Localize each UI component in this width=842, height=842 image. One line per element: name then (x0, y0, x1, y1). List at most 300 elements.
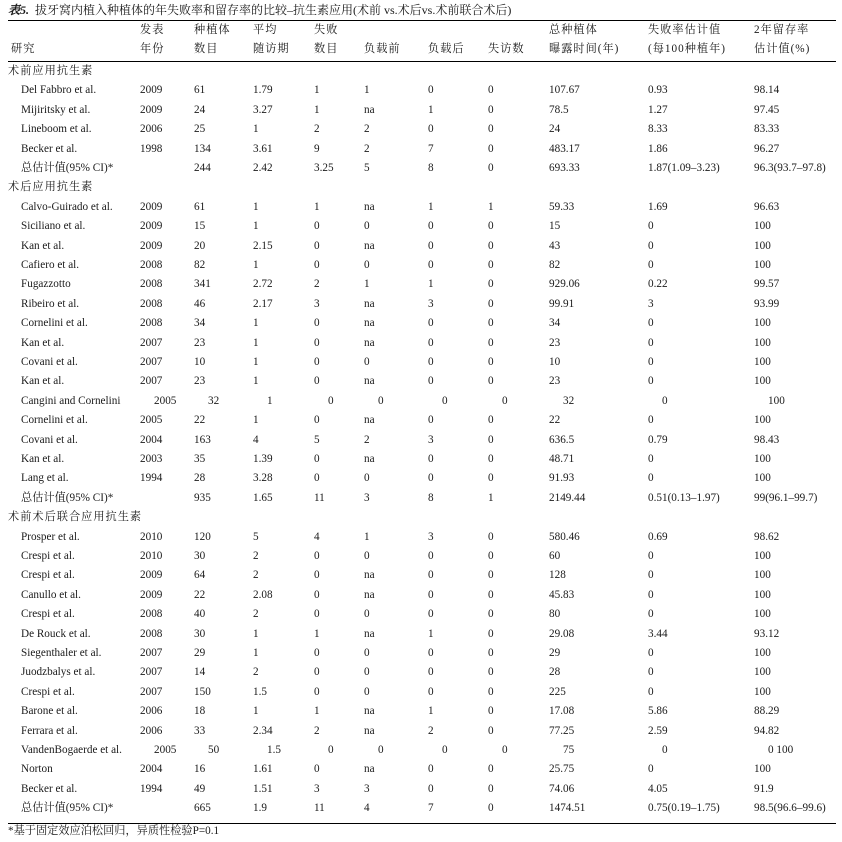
cell-failures: 0 (314, 317, 320, 330)
cell-lost: 0 (488, 336, 494, 349)
cell-year: 2009 (140, 588, 163, 601)
cell-failure-rate: 1.27 (648, 103, 668, 116)
cell-survival: 96.27 (754, 142, 780, 155)
cell-pre-load: na (364, 763, 375, 776)
cell-pre-load: 0 (364, 220, 370, 233)
cell-post-load: 0 (442, 744, 448, 756)
summary-cell-lost: 1 (488, 491, 494, 504)
cell-implants: 16 (194, 763, 206, 776)
cell-failures: 0 (314, 356, 320, 368)
cell-implants: 15 (194, 220, 206, 233)
cell-year: 2009 (140, 103, 163, 116)
cell-failure-rate: 0.93 (648, 84, 668, 97)
cell-year: 2009 (140, 239, 163, 252)
cell-post-load: 0 (442, 394, 448, 407)
cell-implants: 82 (194, 259, 206, 271)
cell-study: Siegenthaler et al. (21, 647, 102, 659)
cell-study: Barone et al. (21, 705, 78, 718)
cell-followup: 2.17 (253, 297, 273, 310)
cell-study: Crespi et al. (21, 685, 75, 698)
cell-exposure: 45.83 (549, 588, 575, 601)
cell-study: Kan et al. (21, 336, 65, 349)
cell-lost: 0 (488, 685, 494, 698)
cell-failure-rate: 0 (648, 259, 654, 271)
cell-survival: 100 (754, 763, 771, 776)
cell-followup: 1.79 (253, 84, 273, 97)
cell-survival: 100 (754, 336, 771, 349)
header-year-line1: 发表 (140, 24, 165, 36)
cell-failure-rate: 0 (648, 336, 654, 349)
cell-followup: 1.5 (253, 685, 267, 698)
summary-cell-study: 总估计值(95% CI)* (21, 162, 114, 174)
cell-implants: 49 (194, 782, 206, 795)
cell-study: Crespi et al. (21, 550, 75, 562)
summary-cell-failure-rate: 0.51(0.13–1.97) (648, 491, 720, 504)
cell-post-load: 0 (428, 84, 434, 97)
cell-study: Fugazzotto (21, 278, 71, 291)
cell-followup: 1 (253, 220, 259, 233)
cell-failure-rate: 0 (662, 744, 668, 756)
summary-cell-failures: 11 (314, 491, 325, 504)
cell-survival: 100 (754, 647, 771, 659)
cell-post-load: 0 (428, 375, 434, 388)
cell-exposure: 580.46 (549, 530, 580, 543)
cell-lost: 0 (488, 142, 494, 155)
summary-cell-pre-load: 3 (364, 491, 370, 504)
cell-failure-rate: 0.79 (648, 433, 668, 446)
cell-study: Canullo et al. (21, 588, 81, 601)
cell-implants: 22 (194, 414, 206, 427)
cell-failures: 0 (314, 763, 320, 776)
cell-exposure: 24 (549, 123, 561, 136)
cell-exposure: 48.71 (549, 453, 575, 465)
cell-followup: 1 (253, 336, 259, 349)
cell-survival: 93.99 (754, 297, 780, 310)
cell-post-load: 3 (428, 530, 434, 543)
cell-implants: 23 (194, 336, 206, 349)
cell-implants: 25 (194, 123, 206, 136)
cell-exposure: 23 (549, 336, 561, 349)
cell-exposure: 43 (549, 239, 561, 252)
cell-followup: 1.61 (253, 763, 273, 776)
cell-failure-rate: 0 (648, 647, 654, 659)
cell-failure-rate: 0.69 (648, 530, 668, 543)
cell-survival: 100 (754, 472, 771, 485)
cell-study: Cornelini et al. (21, 317, 88, 330)
header-post-load: 负载后 (428, 43, 465, 55)
cell-post-load: 1 (428, 103, 434, 116)
header-rule (8, 61, 836, 62)
cell-year: 2009 (140, 220, 163, 233)
cell-survival: 83.33 (754, 123, 780, 136)
cell-implants: 18 (194, 705, 206, 718)
cell-failure-rate: 0.22 (648, 278, 668, 291)
summary-cell-failures: 11 (314, 802, 325, 815)
header-survival-line1: 2年留存率 (754, 24, 810, 36)
header-exposure-line1: 总种植体 (549, 24, 598, 36)
cell-exposure: 128 (549, 569, 566, 582)
cell-pre-load: 2 (364, 142, 370, 155)
cell-followup: 1 (253, 200, 259, 213)
cell-pre-load: na (364, 414, 375, 427)
cell-survival: 100 (754, 550, 771, 562)
summary-cell-survival: 98.5(96.6–99.6) (754, 802, 826, 815)
header-failure-rate: (每100种植年) (648, 43, 726, 55)
header-exposure: 曝露时间(年) (549, 43, 620, 55)
cell-survival: 100 (768, 394, 785, 407)
cell-lost: 0 (488, 239, 494, 252)
cell-year: 2003 (140, 453, 163, 465)
cell-implants: 28 (194, 472, 206, 485)
cell-year: 2006 (140, 705, 163, 718)
header-implants: 数目 (194, 43, 219, 55)
cell-failures: 9 (314, 142, 320, 155)
cell-lost: 0 (488, 453, 494, 465)
cell-pre-load: 0 (378, 744, 384, 756)
cell-year: 2006 (140, 724, 163, 737)
cell-survival: 96.63 (754, 200, 780, 213)
cell-failure-rate: 0 (648, 414, 654, 427)
cell-lost: 0 (488, 297, 494, 310)
summary-cell-followup: 1.9 (253, 802, 267, 815)
cell-pre-load: 0 (364, 356, 370, 368)
header-pre-load: 负载前 (364, 43, 401, 55)
cell-exposure: 636.5 (549, 433, 575, 446)
cell-failures: 2 (314, 278, 320, 291)
cell-followup: 1 (253, 356, 259, 368)
cell-lost: 0 (488, 220, 494, 233)
cell-followup: 2.72 (253, 278, 273, 291)
cell-followup: 1.39 (253, 453, 273, 465)
cell-followup: 1 (253, 123, 259, 136)
cell-year: 2005 (140, 414, 163, 427)
cell-survival: 100 (754, 317, 771, 330)
top-rule (8, 20, 836, 21)
cell-year: 2006 (140, 123, 163, 136)
cell-post-load: 0 (428, 239, 434, 252)
cell-year: 2007 (140, 336, 163, 349)
cell-failure-rate: 0 (648, 239, 654, 252)
cell-lost: 0 (488, 666, 494, 679)
header-failures-line1: 失败 (314, 24, 339, 36)
cell-year: 2009 (140, 200, 163, 213)
cell-exposure: 29.08 (549, 627, 575, 640)
cell-failures: 3 (314, 297, 320, 310)
cell-study: Mijiritsky et al. (21, 103, 91, 116)
cell-pre-load: 1 (364, 530, 370, 543)
table-footnote: *基于固定效应泊松回归，异质性检验P=0.1 (8, 825, 220, 837)
cell-failures: 2 (314, 724, 320, 737)
summary-cell-exposure: 693.33 (549, 162, 580, 174)
cell-failure-rate: 0 (648, 317, 654, 330)
cell-lost: 0 (488, 317, 494, 330)
cell-post-load: 1 (428, 705, 434, 718)
cell-study: Siciliano et al. (21, 220, 86, 233)
cell-implants: 50 (208, 744, 220, 756)
header-failures: 数目 (314, 43, 339, 55)
table-title (8, 2, 511, 18)
summary-cell-failures: 3.25 (314, 162, 334, 174)
cell-pre-load: na (364, 453, 375, 465)
cell-failures: 0 (314, 666, 320, 679)
cell-year: 2005 (154, 744, 177, 756)
cell-followup: 1.5 (267, 744, 281, 756)
cell-lost: 0 (488, 782, 494, 795)
summary-cell-pre-load: 4 (364, 802, 370, 815)
cell-followup: 5 (253, 530, 259, 543)
summary-cell-exposure: 2149.44 (549, 491, 586, 504)
cell-survival: 97.45 (754, 103, 780, 116)
summary-cell-pre-load: 5 (364, 162, 370, 174)
cell-survival: 100 (754, 239, 771, 252)
cell-year: 2007 (140, 666, 163, 679)
cell-implants: 20 (194, 239, 206, 252)
cell-post-load: 1 (428, 200, 434, 213)
cell-implants: 23 (194, 375, 206, 388)
cell-failures: 0 (314, 588, 320, 601)
header-study: 研究 (11, 43, 36, 55)
summary-cell-implants: 244 (194, 162, 211, 174)
cell-survival: 98.43 (754, 433, 780, 446)
cell-implants: 10 (194, 356, 206, 368)
cell-post-load: 0 (428, 259, 434, 271)
cell-year: 2007 (140, 375, 163, 388)
cell-lost: 1 (488, 200, 494, 213)
cell-study: Ribeiro et al. (21, 297, 80, 310)
cell-survival: 88.29 (754, 705, 780, 718)
cell-study: Crespi et al. (21, 608, 75, 621)
cell-pre-load: 0 (364, 472, 370, 485)
cell-lost: 0 (488, 569, 494, 582)
cell-post-load: 0 (428, 569, 434, 582)
cell-pre-load: na (364, 627, 375, 640)
cell-implants: 61 (194, 200, 206, 213)
cell-failure-rate: 1.69 (648, 200, 668, 213)
cell-post-load: 2 (428, 724, 434, 737)
cell-pre-load: 1 (364, 84, 370, 97)
cell-lost: 0 (488, 588, 494, 601)
cell-study: Norton (21, 763, 53, 776)
summary-cell-followup: 2.42 (253, 162, 273, 174)
cell-year: 2009 (140, 84, 163, 97)
cell-lost: 0 (502, 394, 508, 407)
cell-failures: 0 (314, 685, 320, 698)
cell-post-load: 7 (428, 142, 434, 155)
cell-exposure: 99.91 (549, 297, 575, 310)
cell-post-load: 0 (428, 123, 434, 136)
cell-study: Crespi et al. (21, 569, 75, 582)
cell-followup: 1 (253, 259, 259, 271)
cell-failures: 3 (314, 782, 320, 795)
cell-pre-load: na (364, 375, 375, 388)
cell-followup: 2 (253, 608, 259, 621)
cell-lost: 0 (488, 530, 494, 543)
cell-failure-rate: 5.86 (648, 705, 668, 718)
cell-failures: 0 (314, 453, 320, 465)
cell-followup: 1 (253, 375, 259, 388)
cell-survival: 0 100 (768, 744, 794, 756)
cell-survival: 100 (754, 588, 771, 601)
cell-survival: 100 (754, 220, 771, 233)
cell-study: Cafiero et al. (21, 259, 80, 271)
cell-pre-load: 2 (364, 123, 370, 136)
cell-failures: 1 (314, 705, 320, 718)
cell-followup: 3.28 (253, 472, 273, 485)
cell-study: Prosper et al. (21, 530, 80, 543)
cell-lost: 0 (502, 744, 508, 756)
cell-study: Cornelini et al. (21, 414, 88, 427)
cell-followup: 3.61 (253, 142, 273, 155)
cell-exposure: 29 (549, 647, 561, 659)
cell-pre-load: na (364, 705, 375, 718)
cell-post-load: 0 (428, 453, 434, 465)
cell-pre-load: na (364, 588, 375, 601)
cell-failures: 0 (328, 394, 334, 407)
cell-year: 1994 (140, 472, 163, 485)
cell-exposure: 91.93 (549, 472, 575, 485)
cell-lost: 0 (488, 84, 494, 97)
cell-followup: 1.51 (253, 782, 273, 795)
cell-pre-load: 0 (364, 647, 370, 659)
cell-exposure: 82 (549, 259, 561, 271)
cell-failures: 0 (314, 220, 320, 233)
cell-failure-rate: 0 (648, 220, 654, 233)
cell-year: 2008 (140, 278, 163, 291)
summary-cell-study: 总估计值(95% CI)* (21, 491, 114, 504)
cell-exposure: 15 (549, 220, 561, 233)
cell-implants: 30 (194, 550, 206, 562)
cell-survival: 100 (754, 685, 771, 698)
cell-year: 2010 (140, 530, 163, 543)
cell-pre-load: 0 (364, 259, 370, 271)
cell-failures: 0 (314, 608, 320, 621)
cell-failure-rate: 0 (648, 472, 654, 485)
cell-failures: 0 (314, 647, 320, 659)
cell-post-load: 0 (428, 356, 434, 368)
cell-lost: 0 (488, 123, 494, 136)
cell-failures: 0 (314, 239, 320, 252)
cell-survival: 100 (754, 569, 771, 582)
section-title: 术前应用抗生素 (8, 65, 94, 77)
cell-year: 2007 (140, 356, 163, 368)
cell-failure-rate: 0 (648, 763, 654, 776)
cell-post-load: 3 (428, 297, 434, 310)
cell-survival: 100 (754, 414, 771, 427)
cell-year: 2009 (140, 569, 163, 582)
cell-study: Lineboom et al. (21, 123, 92, 136)
cell-failures: 0 (314, 375, 320, 388)
header-followup-line1: 平均 (253, 24, 278, 36)
cell-pre-load: na (364, 103, 375, 116)
cell-followup: 1 (253, 627, 259, 640)
cell-year: 2008 (140, 259, 163, 271)
cell-study: Becker et al. (21, 142, 78, 155)
cell-failure-rate: 4.05 (648, 782, 668, 795)
cell-survival: 100 (754, 453, 771, 465)
cell-pre-load: na (364, 200, 375, 213)
cell-survival: 100 (754, 608, 771, 621)
cell-study: VandenBogaerde et al. (21, 744, 122, 756)
cell-post-load: 0 (428, 782, 434, 795)
cell-exposure: 25.75 (549, 763, 575, 776)
cell-followup: 1 (253, 414, 259, 427)
header-failure-rate-line1: 失败率估计值 (648, 24, 722, 36)
cell-exposure: 225 (549, 685, 566, 698)
cell-failure-rate: 1.86 (648, 142, 668, 155)
cell-lost: 0 (488, 356, 494, 368)
cell-failures: 0 (314, 550, 320, 562)
cell-lost: 0 (488, 278, 494, 291)
cell-year: 1998 (140, 142, 163, 155)
cell-post-load: 0 (428, 666, 434, 679)
cell-lost: 0 (488, 414, 494, 427)
cell-post-load: 0 (428, 763, 434, 776)
cell-failure-rate: 0 (662, 394, 668, 407)
cell-survival: 100 (754, 666, 771, 679)
cell-post-load: 0 (428, 317, 434, 330)
cell-followup: 4 (253, 433, 259, 446)
cell-failure-rate: 0 (648, 550, 654, 562)
cell-followup: 1 (253, 317, 259, 330)
summary-cell-post-load: 7 (428, 802, 434, 815)
cell-implants: 30 (194, 627, 206, 640)
cell-exposure: 32 (563, 394, 575, 407)
cell-post-load: 0 (428, 336, 434, 349)
cell-failures: 0 (328, 744, 334, 756)
table-caption: 拔牙窝内植入种植体的年失败率和留存率的比较–抗生素应用(术前 vs.术后vs.术前联合术后) (35, 3, 512, 17)
cell-lost: 0 (488, 259, 494, 271)
cell-survival: 99.57 (754, 278, 780, 291)
cell-study: Del Fabbro et al. (21, 84, 97, 97)
summary-cell-implants: 665 (194, 802, 211, 815)
cell-implants: 35 (194, 453, 206, 465)
cell-implants: 150 (194, 685, 211, 698)
cell-implants: 24 (194, 103, 206, 116)
cell-exposure: 17.08 (549, 705, 575, 718)
cell-failures: 1 (314, 200, 320, 213)
cell-implants: 29 (194, 647, 206, 659)
cell-year: 2004 (140, 433, 163, 446)
cell-exposure: 23 (549, 375, 561, 388)
cell-lost: 0 (488, 705, 494, 718)
summary-cell-lost: 0 (488, 162, 494, 174)
summary-cell-followup: 1.65 (253, 491, 273, 504)
section-title: 术前术后联合应用抗生素 (8, 511, 143, 524)
cell-failures: 4 (314, 530, 320, 543)
cell-failure-rate: 0 (648, 608, 654, 621)
cell-failures: 0 (314, 259, 320, 271)
cell-exposure: 77.25 (549, 724, 575, 737)
cell-exposure: 28 (549, 666, 561, 679)
cell-post-load: 0 (428, 647, 434, 659)
cell-year: 2008 (140, 297, 163, 310)
cell-pre-load: 0 (378, 394, 384, 407)
cell-failures: 2 (314, 123, 320, 136)
cell-study: Lang et al. (21, 472, 69, 485)
cell-year: 2004 (140, 763, 163, 776)
header-survival: 估计值(%) (754, 43, 811, 55)
cell-implants: 34 (194, 317, 206, 330)
header-followup: 随访期 (253, 43, 290, 55)
cell-survival: 100 (754, 356, 771, 368)
cell-survival: 98.14 (754, 84, 780, 97)
summary-cell-implants: 935 (194, 491, 211, 504)
cell-exposure: 10 (549, 356, 561, 368)
cell-pre-load: 2 (364, 433, 370, 446)
cell-study: Juodzbalys et al. (21, 666, 96, 679)
cell-pre-load: 1 (364, 278, 370, 291)
cell-implants: 32 (208, 394, 220, 407)
